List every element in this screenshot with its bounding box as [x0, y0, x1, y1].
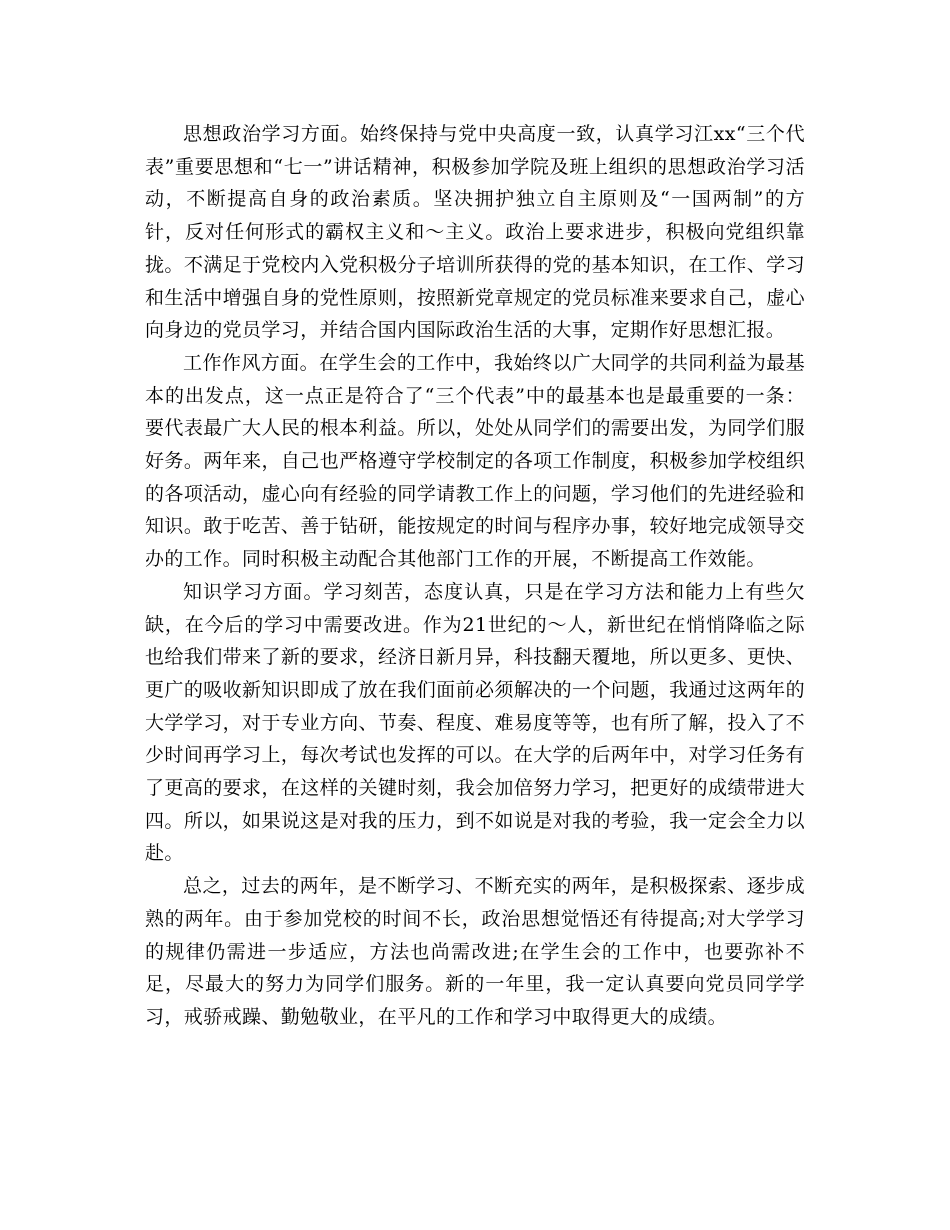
paragraph-knowledge-study: 知识学习方面。学习刻苦，态度认真，只是在学习方法和能力上有些欠缺，在今后的学习中需要改进。作为21世纪的～人，新世纪在悄悄降临之际也给我们带来了新的要求，经济日新月异，科技翻天覆地，所以更多、更快、更广的吸收新知识即成了放在我们面前必须解决的一个问题，我通过这两年的大学学习，对于专业方向、节奏、程度、难易度等等，也有所了解，投入了不少时间再学习上，每次考试也发挥的可以。在大学的后两年中，对学习任务有了更高的要求，在这样的关键时刻，我会加倍努力学习，把更好的成绩带进大四。所以，如果说这是对我的压力，到不如说是对我的考验，我一定会全力以赴。 [145, 580, 805, 865]
paragraph-work-style: 工作作风方面。在学生会的工作中，我始终以广大同学的共同利益为最基本的出发点，这一点正是符合了“三个代表”中的最基本也是最重要的一条：要代表最广大人民的根本利益。所以，处处从同学们的需要出发，为同学们服好务。两年来，自己也严格遵守学校制定的各项工作制度，积极参加学校组织的各项活动，虚心向有经验的同学请教工作上的问题，学习他们的先进经验和知识。敢于吃苦、善于钻研，能按规定的时间与程序办事，较好地完成领导交办的工作。同时积极主动配合其他部门工作的开展，不断提高工作效能。 [145, 351, 805, 571]
paragraph-summary: 总之，过去的两年，是不断学习、不断充实的两年，是积极探索、逐步成熟的两年。由于参加党校的时间不长，政治思想觉悟还有待提高;对大学学习的规律仍需进一步适应，方法也尚需改进;在学生会的工作中，也要弥补不足，尽最大的努力为同学们服务。新的一年里，我一定认真要向党员同学学习，戒骄戒躁、勤勉敬业，在平凡的工作和学习中取得更大的成绩。 [145, 875, 805, 1028]
document-body [145, 118, 805, 1034]
paragraph-political-study: 思想政治学习方面。始终保持与党中央高度一致，认真学习江xx“三个代表”重要思想和“七一”讲话精神，积极参加学院及班上组织的思想政治学习活动，不断提高自身的政治素质。坚决拥护独立自主原则及“一国两制”的方针，反对任何形式的霸权主义和～主义。政治上要求进步，积极向党组织靠拢。不满足于党校内入党积极分子培训所获得的党的基本知识，在工作、学习和生活中增强自身的党性原则，按照新党章规定的党员标准来要求自己，虚心向身边的党员学习，并结合国内国际政治生活的大事，定期作好思想汇报。 [145, 123, 805, 342]
